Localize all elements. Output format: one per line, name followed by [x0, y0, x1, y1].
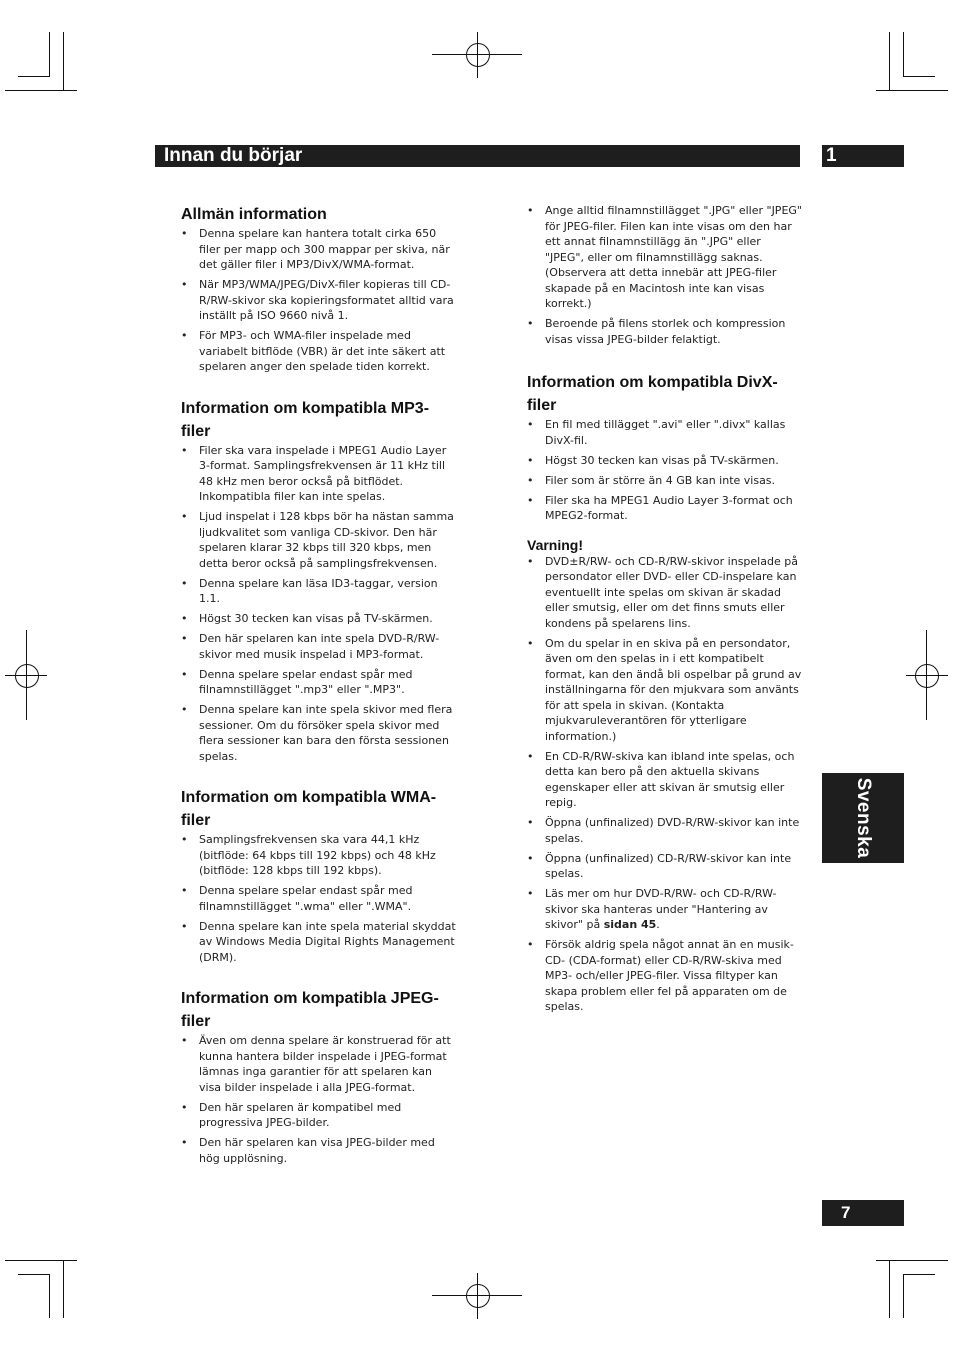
list-item: • Filer ska vara inspelade i MPEG1 Audio Layer 3-format. Samplingsfrekvensen är 11 kHz till 48 kHz men beror också på bitflödet. Inkompatibla filer kan inte spelas.: [181, 443, 447, 503]
list-item: • Beroende på filens storlek och kompression visas vissa JPEG-bilder felaktigt.: [527, 317, 786, 346]
language-label: Svenska: [853, 777, 874, 859]
list-item: • Ange alltid filnamnstillägget ".JPG" eller "JPEG" för JPEG-filer. Filen kan inte visas om den har ett annat filnamnstillägg än ".JPG" eller "JPEG", eller om filnamnstillägg saknas. (Observera att detta innebär att JPEG-filer skapade på en Macintosh inte kan visas korrekt.): [527, 204, 802, 310]
list-item: • Den här spelaren kan visa JPEG-bilder med hög upplösning.: [181, 1136, 435, 1165]
section-heading: Allmän information: [181, 206, 327, 223]
list-item: • Denna spelare kan läsa ID3-taggar, version 1.1.: [181, 576, 438, 605]
bullet-list: [527, 554, 803, 1015]
bullet-list: [527, 203, 803, 347]
list-item: • Denna spelare spelar endast spår med filnamnstillägget ".wma" eller ".WMA".: [181, 884, 413, 913]
list-item: • Läs mer om hur DVD-R/RW- och CD-R/RW-skivor ska hanteras under "Hantering av skivor" på sidan 45.: [527, 887, 777, 931]
page-title: Innan du börjar: [164, 145, 303, 166]
list-item: • Öppna (unfinalized) CD-R/RW-skivor kan inte spelas.: [527, 851, 792, 880]
header-bar: [155, 145, 800, 167]
list-item: • Högst 30 tecken kan visas på TV-skärmen.: [527, 453, 779, 467]
section-mp3: [181, 397, 456, 765]
list-item: • Försök aldrig spela något annat än en musik-CD- (CDA-format) eller CD-R/RW-skiva med MP3- och/eller JPEG-filer. Vissa filtyper kan skapa problem eller fel på apparaten om de spelas.: [527, 938, 794, 1013]
section-heading: Information om kompatibla MP3-filer: [181, 399, 430, 440]
list-item: • Denna spelare spelar endast spår med filnamnstillägget ".mp3" eller ".MP3".: [181, 667, 413, 696]
list-item: • Filer ska ha MPEG1 Audio Layer 3-format och MPEG2-format.: [527, 493, 793, 522]
list-item: • När MP3/WMA/JPEG/DivX-filer kopieras till CD-R/RW-skivor ska kopieringsformatet alltid vara inställt på ISO 9660 nivå 1.: [181, 278, 454, 322]
list-item: • Filer som är större än 4 GB kan inte visas.: [527, 473, 776, 487]
section-wma: [181, 786, 456, 965]
warning-heading: Varning!: [527, 536, 584, 553]
page-reference: sidan 45: [603, 918, 657, 931]
list-item: • Denna spelare kan inte spela material skyddat av Windows Media Digital Rights Management (DRM).: [181, 919, 456, 964]
left-column: [181, 203, 456, 1171]
page-number-box: [822, 1200, 904, 1226]
bullet-list: [527, 417, 803, 524]
list-item: • Om du spelar in en skiva på en persondator, även om den spelas in i ett kompatibelt format, kan den ändå bli ospelbar på grund av inställningarna för den mjukvara som använts för att spela in skivan. (Kontakta mjukvaruleverantören för ytterligare information.): [527, 636, 802, 743]
section-jpeg-continued: [527, 203, 803, 347]
list-item: • Denna spelare kan inte spela skivor med flera sessioner. Om du försöker spela skivor med flera sessioner kan bara den första sessionen spelas.: [181, 703, 453, 763]
list-item: • Den här spelaren är kompatibel med progressiva JPEG-bilder.: [181, 1100, 402, 1129]
list-item: • Även om denna spelare är konstruerad för att kunna hantera bilder inspelade i JPEG-format lämnas inga garantier för att spelaren kan visa bilder inspelade i alla JPEG-format.: [181, 1034, 451, 1094]
right-column: [527, 203, 803, 1019]
section-divx: [527, 371, 803, 524]
bullet-list: [181, 832, 456, 965]
section-warning: [527, 536, 803, 1015]
list-item: • Denna spelare kan hantera totalt cirka 650 filer per mapp och 300 mappar per skiva, när det gäller filer i MP3/DivX/WMA-format.: [181, 227, 450, 271]
bullet-list: [181, 226, 456, 375]
list-item: • En CD-R/RW-skiva kan ibland inte spelas, och detta kan bero på den aktuella skivans egenskaper eller att skivan är smutsig eller repig.: [527, 749, 795, 809]
language-tab: [822, 773, 904, 863]
list-item: • Den här spelaren kan inte spela DVD-R/RW-skivor med musik inspelad i MP3-format.: [181, 632, 440, 661]
chapter-number: 1: [826, 145, 837, 166]
list-item: • Högst 30 tecken kan visas på TV-skärmen.: [181, 612, 433, 625]
section-heading: Information om kompatibla JPEG-filer: [181, 990, 439, 1030]
section-general-info: [181, 203, 456, 375]
page-number: 7: [841, 1203, 851, 1222]
bullet-list: [181, 1033, 456, 1166]
list-item: • En fil med tillägget ".avi" eller ".divx" kallas DivX-fil.: [527, 418, 786, 447]
bullet-list: [181, 443, 456, 765]
list-item: • Samplingsfrekvensen ska vara 44,1 kHz (bitflöde: 64 kbps till 192 kbps) och 48 kHz (bitflöde: 128 kbps till 192 kbps).: [181, 833, 436, 877]
section-jpeg: [181, 987, 456, 1166]
chapter-box: [822, 145, 904, 167]
list-item: • Ljud inspelat i 128 kbps bör ha nästan samma ljudkvalitet som vanliga CD-skivor. Den här spelaren klarar 32 kbps till 320 kbps, men detta beror också på samplingsfrekvensen.: [181, 510, 454, 570]
section-heading: Information om kompatibla WMA-filer: [181, 789, 437, 829]
list-item: • Öppna (unfinalized) DVD-R/RW-skivor kan inte spelas.: [527, 816, 800, 845]
list-item: • DVD±R/RW- och CD-R/RW-skivor inspelade på persondator eller DVD- eller CD-inspelare kan eventuellt inte spelas om skivan är skadad eller smutsig, eller om det finns smuts eller kondens på spelarens lins.: [527, 554, 798, 630]
list-item: • För MP3- och WMA-filer inspelade med variabelt bitflöde (VBR) är det inte säkert att spelaren anger den spelade tiden korrekt.: [181, 329, 446, 373]
section-heading: Information om kompatibla DivX-filer: [527, 374, 778, 414]
